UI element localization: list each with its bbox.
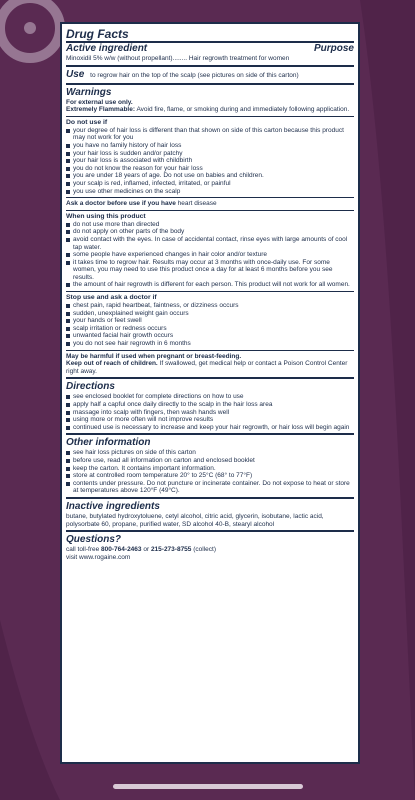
bullet-square-icon [66,167,70,171]
bullet-square-icon [66,230,70,234]
list-item: you do not know the reason for your hair loss [66,165,354,173]
bullet-square-icon [66,334,70,338]
bullet-square-icon [66,238,70,242]
inactive-ingredients-heading: Inactive ingredients [66,500,160,512]
bullet-square-icon [66,395,70,399]
list-item: massage into scalp with fingers, then wash hands well [66,409,354,417]
bullet-square-icon [66,261,70,265]
list-item: scalp irritation or redness occurs [66,325,354,333]
bullet-square-icon [66,312,70,316]
list-item: you have no family history of hair loss [66,142,354,150]
bullet-square-icon [66,403,70,407]
bullet-square-icon [66,159,70,163]
list-item: store at controlled room temperature 20° to 25°C (68° to 77°F) [66,472,354,480]
phone-number-tollfree[interactable]: 800-764-2463 [101,546,142,554]
keep-out-label: Keep out of reach of children. [66,360,158,368]
warnings-heading: Warnings [66,86,112,98]
bullet-square-icon [66,129,70,133]
do-not-use-heading: Do not use if [66,118,108,126]
list-item: your degree of hair loss is different than that shown on side of this carton because this product may not work for you [66,127,354,142]
list-item: see enclosed booklet for complete directions on how to use [66,393,354,401]
list-item: do not apply on other parts of the body [66,228,354,236]
list-item: it takes time to regrow hair. Results may occur at 3 months with once-daily use. For some women, you may need to use this product once a day for at least 6 months before you see results. [66,259,354,282]
ask-doctor-label: Ask a doctor before use if you have [66,200,176,208]
bullet-square-icon [66,482,70,486]
inactive-ingredients-section [66,499,354,530]
pregnancy-warning: May be harmful if used when pregnant or breast-feeding. [66,352,242,360]
keep-out-of-reach [66,360,354,375]
bullet-square-icon [66,223,70,227]
list-item: avoid contact with the eyes. In case of accidental contact, rinse eyes with large amounts of cool tap water. [66,236,354,251]
when-using-list [66,221,354,289]
inactive-ingredients-text: butane, butylated hydroxytoluene, cetyl alcohol, citric acid, glycerin, isobutane, lactic acid, polysorbate 60, propane, purified water, SD alcohol 40-B, stearyl alcohol [66,512,324,528]
bullet-square-icon [66,253,70,257]
flammable-warning [66,106,354,114]
other-information-heading: Other information [66,437,151,449]
flammable-text: Avoid fire, flame, or smoking during and immediately following application. [136,106,350,114]
bullet-square-icon [66,174,70,178]
bullet-square-icon [66,283,70,287]
other-information-list [66,449,354,495]
bullet-square-icon [66,304,70,308]
questions-phone-line: call toll-free 800-764-2463 or 215-273-8755 (collect) [66,546,216,554]
questions-heading: Questions? [66,534,122,546]
active-ingredient-header [66,43,354,55]
bullet-square-icon [66,152,70,156]
flammable-label: Extremely Flammable: [66,106,136,114]
ask-doctor-line [66,200,354,208]
bullet-square-icon [66,190,70,194]
questions-section [66,532,354,563]
home-indicator[interactable] [113,784,303,789]
list-item: keep the carton. It contains important information. [66,465,354,473]
active-ingredient-heading: Active ingredient [66,43,148,54]
do-not-use-list [66,127,354,195]
list-item: unwanted facial hair growth occurs [66,332,354,340]
directions-list [66,393,354,431]
bullet-square-icon [66,182,70,186]
when-using-heading: When using this product [66,212,146,220]
warnings-section [66,85,354,378]
directions-section [66,379,354,433]
active-ingredient-line: Minoxidil 5% w/w (without propellant)........ Hair regrowth treatment for women [66,55,290,62]
list-item: sudden, unexplained weight gain occurs [66,310,354,318]
bullet-square-icon [66,474,70,478]
use-heading: Use [66,68,85,80]
stop-use-list [66,302,354,348]
bullet-square-icon [66,144,70,148]
list-item: some people have experienced changes in hair color and/or texture [66,251,354,259]
list-item: the amount of hair regrowth is different for each person. This product will not work for all women. [66,281,354,289]
list-item: apply half a capful once daily directly to the scalp in the hair loss area [66,401,354,409]
list-item: do not use more than directed [66,221,354,229]
use-section [66,67,354,83]
list-item: before use, read all information on carton and enclosed booklet [66,457,354,465]
ask-doctor-text: heart disease [177,200,217,208]
list-item: your hands or feet swell [66,317,354,325]
list-item: your hair loss is sudden and/or patchy [66,150,354,158]
bullet-square-icon [66,459,70,463]
list-item: continued use is necessary to increase and keep your hair regrowth, or hair loss will begin again [66,424,354,432]
list-item: you do not see hair regrowth in 6 months [66,340,354,348]
drug-facts-title: Drug Facts [66,27,129,41]
list-item: you use other medicines on the scalp [66,188,354,196]
list-item: see hair loss pictures on side of this carton [66,449,354,457]
bullet-square-icon [66,319,70,323]
list-item: your scalp is red, inflamed, infected, irritated, or painful [66,180,354,188]
bullet-square-icon [66,418,70,422]
bullet-square-icon [66,411,70,415]
bullet-square-icon [66,327,70,331]
bullet-square-icon [66,426,70,430]
directions-heading: Directions [66,381,115,393]
bullet-square-icon [66,451,70,455]
other-information-section [66,435,354,497]
external-use-text: For external use only. [66,98,133,106]
phone-number-collect[interactable]: 215-273-8755 [150,546,192,554]
stop-use-heading: Stop use and ask a doctor if [66,294,157,302]
bullet-square-icon [66,467,70,471]
bullet-square-icon [66,342,70,346]
keep-out-text: If swallowed, get medical help or contact a Poison Control Center right away. [66,360,348,375]
list-item: using more or more often will not improve results [66,416,354,424]
website-link[interactable]: visit www.rogaine.com [66,553,131,561]
list-item: your hair loss is associated with childbirth [66,157,354,165]
list-item: chest pain, rapid heartbeat, faintness, or dizziness occurs [66,302,354,310]
use-text: to regrow hair on the top of the scalp (see pictures on side of this carton) [90,71,299,79]
drug-facts-label [60,22,360,764]
list-item: contents under pressure. Do not puncture or incinerate container. Do not expose to heat or store at temperatures above 120°F (49°C). [66,480,354,495]
list-item: you are under 18 years of age. Do not use on babies and children. [66,172,354,180]
purpose-heading: Purpose [313,43,354,54]
